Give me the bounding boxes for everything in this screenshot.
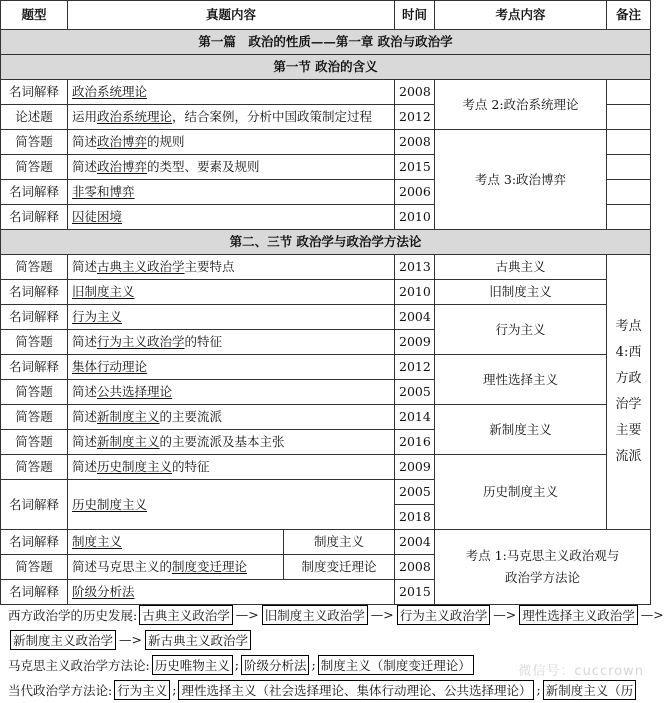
q-year: 2009 xyxy=(395,455,435,480)
table-row xyxy=(1,80,651,105)
header-row xyxy=(1,1,651,30)
q-type: 简答题 xyxy=(1,255,68,280)
q-content: 简述公共选择理论 xyxy=(68,380,395,405)
q-content: 旧制度主义 xyxy=(68,280,395,305)
q-content: 简述马克思主义的制度变迁理论 制度变迁理论 xyxy=(68,555,395,580)
q-year: 2013 xyxy=(395,255,435,280)
q-type: 简答题 xyxy=(1,130,68,155)
watermark: 微信号：cuccrown xyxy=(518,664,644,679)
q-content: 历史制度主义 xyxy=(68,480,395,530)
summary-line-3: 马克思主义政治学方法论: 历史唯物主义 ; 阶级分析法 ; 制度主义（制度变迁理论） xyxy=(0,652,650,677)
q-type: 简答题 xyxy=(1,405,68,430)
q-year: 2006 xyxy=(395,180,435,205)
section-title: 第二、三节 政治学与政治学方法论 xyxy=(1,230,651,255)
q-year: 2004 xyxy=(395,305,435,330)
q-type: 名词解释 xyxy=(1,80,68,105)
section-title: 第一篇 政治的性质——第一章 政治与政治学 xyxy=(1,30,651,55)
q-year: 2005 xyxy=(395,380,435,405)
q-type: 名词解释 xyxy=(1,530,68,555)
q-year: 2012 xyxy=(395,105,435,130)
keypoint-cell: 考点 2:政治系统理论 xyxy=(435,80,607,130)
table-row xyxy=(1,355,651,380)
note-cell xyxy=(607,105,651,130)
q-year: 2018 xyxy=(395,505,435,530)
col-header-type: 题型 xyxy=(1,1,68,30)
q-content: 运用政治系统理论，结合案例，分析中国政策制定过程 xyxy=(68,105,395,130)
q-content: 简述政治博弈的规则 xyxy=(68,130,395,155)
keypoint-cell: 理性选择主义 xyxy=(435,355,607,405)
q-year: 2010 xyxy=(395,205,435,230)
q-content: 简述古典主义政治学主要特点 xyxy=(68,255,395,280)
q-year: 2015 xyxy=(395,580,435,605)
q-type: 名词解释 xyxy=(1,355,68,380)
note-cell xyxy=(607,155,651,180)
q-type: 简答题 xyxy=(1,455,68,480)
q-content: 集体行动理论 xyxy=(68,355,395,380)
q-type: 简答题 xyxy=(1,380,68,405)
q-type: 简答题 xyxy=(1,155,68,180)
q-type: 名词解释 xyxy=(1,305,68,330)
summary-block xyxy=(0,602,664,702)
keypoint-cell: 旧制度主义 xyxy=(435,280,607,305)
note-cell xyxy=(607,130,651,155)
q-content: 制度主义 制度主义 xyxy=(68,530,395,555)
keypoint-split: 古典主义 xyxy=(435,255,607,280)
q-year: 2010 xyxy=(395,280,435,305)
q-year: 2012 xyxy=(395,355,435,380)
summary-line-2: 新制度主义政治学 —> 新古典主义政治学 xyxy=(0,627,650,652)
q-content: 政治系统理论 xyxy=(68,80,395,105)
keypoint-cell: 行为主义 xyxy=(435,305,607,355)
q-type: 简答题 xyxy=(1,330,68,355)
q-type: 名词解释 xyxy=(1,480,68,530)
q-type: 简答题 xyxy=(1,430,68,455)
table-row xyxy=(1,530,651,555)
q-year: 2008 xyxy=(395,555,435,580)
col-header-content: 真题内容 xyxy=(68,1,395,30)
keypoint-cell: 考点 3:政治博弈 xyxy=(435,130,607,230)
keypoint-cell-k1: 考点 1:马克思主义政治观与 政治学方法论 xyxy=(435,530,651,605)
q-content: 简述行为主义政治学的特征 xyxy=(68,330,395,355)
table-row xyxy=(1,305,651,330)
q-year: 2005 xyxy=(395,480,435,505)
section-row xyxy=(1,230,651,255)
q-content: 非零和博弈 xyxy=(68,180,395,205)
q-type: 论述题 xyxy=(1,105,68,130)
summary-line-1: 西方政治学的历史发展: 古典主义政治学 —> 旧制度主义政治学 —> 行为主义政治学 —> 理性选择主义政治学 —> xyxy=(0,602,650,627)
q-type: 名词解释 xyxy=(1,580,68,605)
col-header-keypoint: 考点内容 xyxy=(435,1,607,30)
table-row xyxy=(1,405,651,430)
q-content: 简述新制度主义的主要流派及基本主张 xyxy=(68,430,395,455)
note-cell xyxy=(607,205,651,230)
section-row xyxy=(1,30,651,55)
note-cell xyxy=(607,80,651,105)
keypoint-cell: 历史制度主义 xyxy=(435,455,607,530)
q-type: 简答题 xyxy=(1,555,68,580)
q-type: 名词解释 xyxy=(1,280,68,305)
q-content: 简述历史制度主义的特征 xyxy=(68,455,395,480)
q-content: 简述政治博弈的类型、要素及规则 xyxy=(68,155,395,180)
summary-line-4: 当代政治学方法论: 行为主义 ; 理性选择主义（社会选择理论、集体行动理论、公共选择理论） ; 新制度主义（历 xyxy=(0,677,650,702)
keypoint-group-k4: 考点4:西方政治学主要流派 xyxy=(607,255,651,530)
table-row xyxy=(1,280,651,305)
q-year: 2008 xyxy=(395,80,435,105)
table-row xyxy=(1,255,651,280)
keypoint-cell: 新制度主义 xyxy=(435,405,607,455)
q-year: 2016 xyxy=(395,430,435,455)
q-year: 2015 xyxy=(395,155,435,180)
table-row xyxy=(1,455,651,480)
table-row xyxy=(1,130,651,155)
q-content: 囚徒困境 xyxy=(68,205,395,230)
q-type: 名词解释 xyxy=(1,180,68,205)
q-content: 阶级分析法 xyxy=(68,580,395,605)
q-year: 2008 xyxy=(395,130,435,155)
q-year: 2014 xyxy=(395,405,435,430)
q-year: 2009 xyxy=(395,330,435,355)
note-cell xyxy=(607,180,651,205)
col-header-note: 备注 xyxy=(607,1,651,30)
section-subtitle: 第一节 政治的含义 xyxy=(1,55,651,80)
q-year: 2004 xyxy=(395,530,435,555)
section-row xyxy=(1,55,651,80)
q-content: 行为主义 xyxy=(68,305,395,330)
q-type: 名词解释 xyxy=(1,205,68,230)
q-content: 简述新制度主义的主要流派 xyxy=(68,405,395,430)
col-header-year: 时间 xyxy=(395,1,435,30)
